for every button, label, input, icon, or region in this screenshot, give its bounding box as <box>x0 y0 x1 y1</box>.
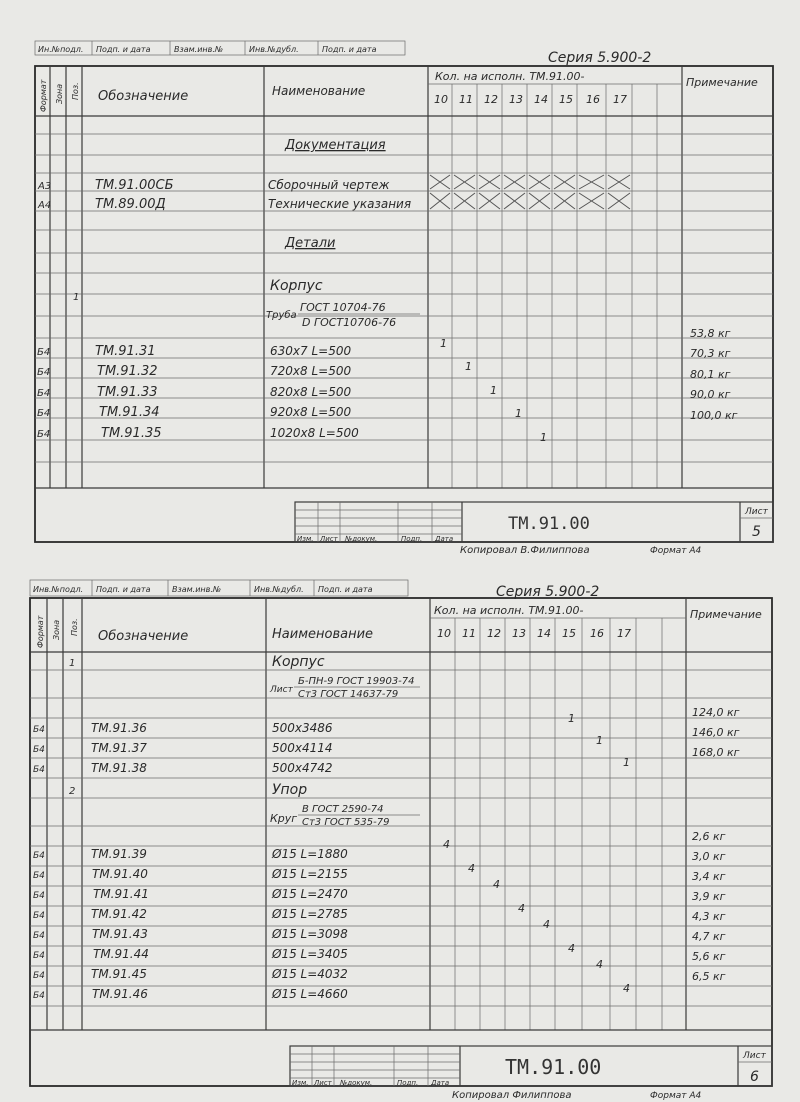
row-format: Б4 <box>37 429 51 440</box>
variant-10: 10 <box>434 93 448 106</box>
col6-note: Примечание <box>690 608 762 621</box>
row6-format: Б4 <box>33 911 45 921</box>
stamp-sign2: Подп. и дата <box>322 45 377 54</box>
row-name: 720х8 L=500 <box>270 364 352 378</box>
g2-prefix: Круг <box>270 812 298 825</box>
col6-qty: Кол. на исполн. ТМ.91.00- <box>434 604 584 617</box>
tb6-code: ТМ.91.00 <box>505 1055 602 1079</box>
row6-designation: ТМ.91.43 <box>92 927 148 941</box>
row6-name: Ø15 L=1880 <box>272 847 348 861</box>
tb6-date: Дата <box>431 1079 450 1087</box>
row6-qty: 4 <box>568 942 575 955</box>
row-note: 90,0 кг <box>690 388 731 401</box>
col-note: Примечание <box>686 76 758 89</box>
variant-16: 16 <box>586 93 600 106</box>
col6-designation: Обозначение <box>98 629 189 644</box>
variant6-13: 13 <box>512 627 526 640</box>
cross-mark <box>430 175 450 189</box>
row-format: Б4 <box>37 388 51 399</box>
row-designation: ТМ.91.35 <box>101 426 162 441</box>
row6-name: Ø15 L=4660 <box>272 987 348 1001</box>
tb-sheet-label: Лист <box>745 507 768 517</box>
cross-mark <box>504 193 525 209</box>
row6-name: 500х3486 <box>272 721 333 735</box>
cross-mark <box>504 175 525 189</box>
row6-name: Ø15 L=3405 <box>272 947 348 961</box>
material-line2: D ГОСТ10706-76 <box>302 316 397 329</box>
cross-mark <box>479 175 500 189</box>
spec-sheet-6 <box>0 560 800 1102</box>
group1-rows <box>33 706 740 775</box>
row-designation: ТМ.91.32 <box>97 364 158 379</box>
cross-mark <box>579 175 604 189</box>
row6-name: 500х4114 <box>272 741 333 755</box>
row6-note: 3,0 кг <box>692 850 726 863</box>
row-note: 70,3 кг <box>690 347 731 360</box>
row6-format: Б4 <box>33 851 45 861</box>
section-parts: Детали <box>285 236 336 251</box>
row-qty: 1 <box>540 431 547 444</box>
g2-mat2: Ст3 ГОСТ 535-79 <box>302 817 390 828</box>
col-pos: Поз. <box>71 82 80 100</box>
row6-note: 168,0 кг <box>692 746 740 759</box>
tb6-izm: Изм. <box>292 1079 309 1087</box>
cross-mark <box>554 193 575 209</box>
part-rows <box>37 327 738 444</box>
row6-qty: 4 <box>623 982 630 995</box>
tb6-doc: №докум. <box>340 1079 373 1087</box>
footer-copied: Копировал В.Филиппова <box>460 545 590 556</box>
row6-format: Б4 <box>33 931 45 941</box>
footer6-format: Формат А4 <box>650 1091 702 1101</box>
sheet-5-frame <box>35 66 773 542</box>
row6-name: Ø15 L=4032 <box>272 967 348 981</box>
variant6-14: 14 <box>537 627 551 640</box>
row6-qty: 4 <box>543 918 550 931</box>
doc2-name: Технические указания <box>268 197 412 211</box>
g1-pos: 1 <box>69 658 76 669</box>
row-qty: 1 <box>440 337 447 350</box>
row6-qty: 4 <box>443 838 450 851</box>
row-name: 820х8 L=500 <box>270 385 352 399</box>
variant-12: 12 <box>484 93 498 106</box>
row6-designation: ТМ.91.37 <box>91 741 147 755</box>
variant6-11: 11 <box>462 627 476 640</box>
g2-pos: 2 <box>69 786 76 797</box>
tb6-list: Лист <box>314 1079 332 1087</box>
row6-designation: ТМ.91.39 <box>91 847 147 861</box>
col-zone: Зона <box>55 83 64 104</box>
row-qty: 1 <box>490 384 497 397</box>
tb-code: ТМ.91.00 <box>508 514 590 534</box>
cross-mark <box>608 193 630 209</box>
stamp6-inv: Инв.№подл. <box>33 585 84 594</box>
variant-15: 15 <box>559 93 573 106</box>
doc2-format: А4 <box>38 200 52 211</box>
row6-format: Б4 <box>33 765 45 775</box>
doc-cross-marks <box>430 175 630 209</box>
row6-note: 124,0 кг <box>692 706 740 719</box>
col6-pos: Поз. <box>70 618 79 636</box>
col6-format: Формат <box>36 615 45 648</box>
col-format: Формат <box>39 79 48 112</box>
col-name: Наименование <box>272 84 366 98</box>
row-qty: 1 <box>515 407 522 420</box>
cross-mark <box>579 193 604 209</box>
cross-mark <box>608 175 630 189</box>
row6-qty: 1 <box>596 734 603 747</box>
g1-mat2: Ст3 ГОСТ 14637-79 <box>298 689 399 700</box>
row-format: Б4 <box>37 367 51 378</box>
row6-format: Б4 <box>33 891 45 901</box>
variant6-17: 17 <box>617 627 631 640</box>
row6-qty: 4 <box>518 902 525 915</box>
row-name: 1020х8 L=500 <box>270 426 359 440</box>
row6-note: 3,9 кг <box>692 890 726 903</box>
row6-name: Ø15 L=3098 <box>272 927 348 941</box>
tb-list: Лист <box>320 535 338 543</box>
section-docs: Документация <box>285 138 386 153</box>
row6-qty: 4 <box>596 958 603 971</box>
row6-note: 4,3 кг <box>692 910 726 923</box>
col6-name: Наименование <box>272 627 374 642</box>
row6-qty: 4 <box>493 878 500 891</box>
g2-mat1: В ГОСТ 2590-74 <box>302 804 384 815</box>
row6-designation: ТМ.91.38 <box>91 761 147 775</box>
row6-format: Б4 <box>33 725 45 735</box>
row6-designation: ТМ.91.45 <box>91 967 147 981</box>
row6-note: 5,6 кг <box>692 950 726 963</box>
row6-name: Ø15 L=2470 <box>272 887 348 901</box>
tb6-sheet-no: 6 <box>750 1069 759 1085</box>
cross-mark <box>479 193 500 209</box>
cross-mark <box>529 175 550 189</box>
variant-14: 14 <box>534 93 548 106</box>
row-format: Б4 <box>37 408 51 419</box>
material-prefix: Труба <box>266 310 297 321</box>
series-label: Серия 5.900-2 <box>548 50 652 66</box>
row6-name: Ø15 L=2785 <box>272 907 348 921</box>
row6-note: 146,0 кг <box>692 726 740 739</box>
col6-zone: Зона <box>52 619 61 640</box>
g1-name: Корпус <box>272 654 325 670</box>
footer6-copied: Копировал Филиппова <box>452 1090 572 1101</box>
row-name: 630х7 L=500 <box>270 344 352 358</box>
part-name: Корпус <box>270 278 323 294</box>
row6-format: Б4 <box>33 951 45 961</box>
col-qty: Кол. на исполн. ТМ.91.00- <box>435 70 585 83</box>
variant-headers <box>434 93 627 106</box>
variant-17: 17 <box>613 93 627 106</box>
tb-date: Дата <box>435 535 454 543</box>
variant6-16: 16 <box>590 627 604 640</box>
doc2-designation: ТМ.89.00Д <box>95 197 166 212</box>
group2-rows <box>33 830 726 1001</box>
footer-format: Формат А4 <box>650 546 702 556</box>
g1-mat1: Б-ПН-9 ГОСТ 19903-74 <box>298 676 415 687</box>
row6-designation: ТМ.91.36 <box>91 721 147 735</box>
row6-qty: 1 <box>623 756 630 769</box>
row-note: 80,1 кг <box>690 368 731 381</box>
title-block-5 <box>295 502 773 543</box>
row6-note: 3,4 кг <box>692 870 726 883</box>
row6-qty: 4 <box>468 862 475 875</box>
row6-format: Б4 <box>33 971 45 981</box>
sheet-6-drawing <box>0 560 800 1102</box>
g1-prefix: Лист <box>270 685 293 695</box>
row6-designation: ТМ.91.42 <box>91 907 147 921</box>
stamp6-sign2: Подп. и дата <box>318 585 373 594</box>
doc1-format: А3 <box>38 181 52 192</box>
row6-format: Б4 <box>33 871 45 881</box>
doc1-designation: ТМ.91.00СБ <box>95 178 174 193</box>
tb-sheet-no: 5 <box>752 524 761 540</box>
row6-note: 6,5 кг <box>692 970 726 983</box>
row6-note: 4,7 кг <box>692 930 726 943</box>
row-name: 920х8 L=500 <box>270 405 352 419</box>
cross-mark <box>430 193 450 209</box>
row-format: Б4 <box>37 347 51 358</box>
cross-mark <box>554 175 575 189</box>
tb6-sheet-label: Лист <box>743 1051 766 1061</box>
variant6-15: 15 <box>562 627 576 640</box>
row6-format: Б4 <box>33 745 45 755</box>
row6-format: Б4 <box>33 991 45 1001</box>
variant6-12: 12 <box>487 627 501 640</box>
row6-designation: ТМ.91.41 <box>93 887 149 901</box>
variant6-headers <box>437 627 631 640</box>
series6-label: Серия 5.900-2 <box>496 584 600 600</box>
row6-note: 2,6 кг <box>692 830 726 843</box>
stamp-repl: Взам.инв.№ <box>174 45 224 54</box>
row-designation: ТМ.91.34 <box>99 405 160 420</box>
stamp-dup: Инв.№дубл. <box>249 45 299 54</box>
cross-mark <box>529 193 550 209</box>
sheet-6-frame <box>30 598 772 1086</box>
cross-mark <box>454 193 475 209</box>
row6-designation: ТМ.91.40 <box>92 867 148 881</box>
title-block-6 <box>290 1046 772 1087</box>
row-note: 53,8 кг <box>690 327 731 340</box>
variant-13: 13 <box>509 93 523 106</box>
material-line1: ГОСТ 10704-76 <box>300 301 386 314</box>
g2-name: Упор <box>272 782 308 798</box>
tb-doc: №докум. <box>345 535 378 543</box>
row-designation: ТМ.91.33 <box>97 385 158 400</box>
cross-mark <box>454 175 475 189</box>
row6-qty: 1 <box>568 712 575 725</box>
stamp-inv: Ин.№подл. <box>38 45 84 54</box>
stamp6-repl: Взам.инв.№ <box>172 585 222 594</box>
part-pos: 1 <box>73 292 80 303</box>
row-designation: ТМ.91.31 <box>95 344 156 359</box>
row6-name: Ø15 L=2155 <box>272 867 348 881</box>
tb-izm: Изм. <box>297 535 314 543</box>
row-note: 100,0 кг <box>690 409 738 422</box>
stamp-sign: Подп. и дата <box>96 45 151 54</box>
row6-designation: ТМ.91.44 <box>93 947 149 961</box>
col-designation: Обозначение <box>98 89 189 104</box>
tb-sign: Подп. <box>401 535 423 543</box>
doc1-name: Сборочный чертеж <box>268 178 390 192</box>
row6-designation: ТМ.91.46 <box>92 987 148 1001</box>
tb6-sign: Подп. <box>397 1079 419 1087</box>
stamp6-dup: Инв.№дубл. <box>254 585 304 594</box>
variant-11: 11 <box>459 93 473 106</box>
stamp6-sign: Подп. и дата <box>96 585 151 594</box>
row-qty: 1 <box>465 360 472 373</box>
variant6-10: 10 <box>437 627 451 640</box>
row6-name: 500х4742 <box>272 761 333 775</box>
